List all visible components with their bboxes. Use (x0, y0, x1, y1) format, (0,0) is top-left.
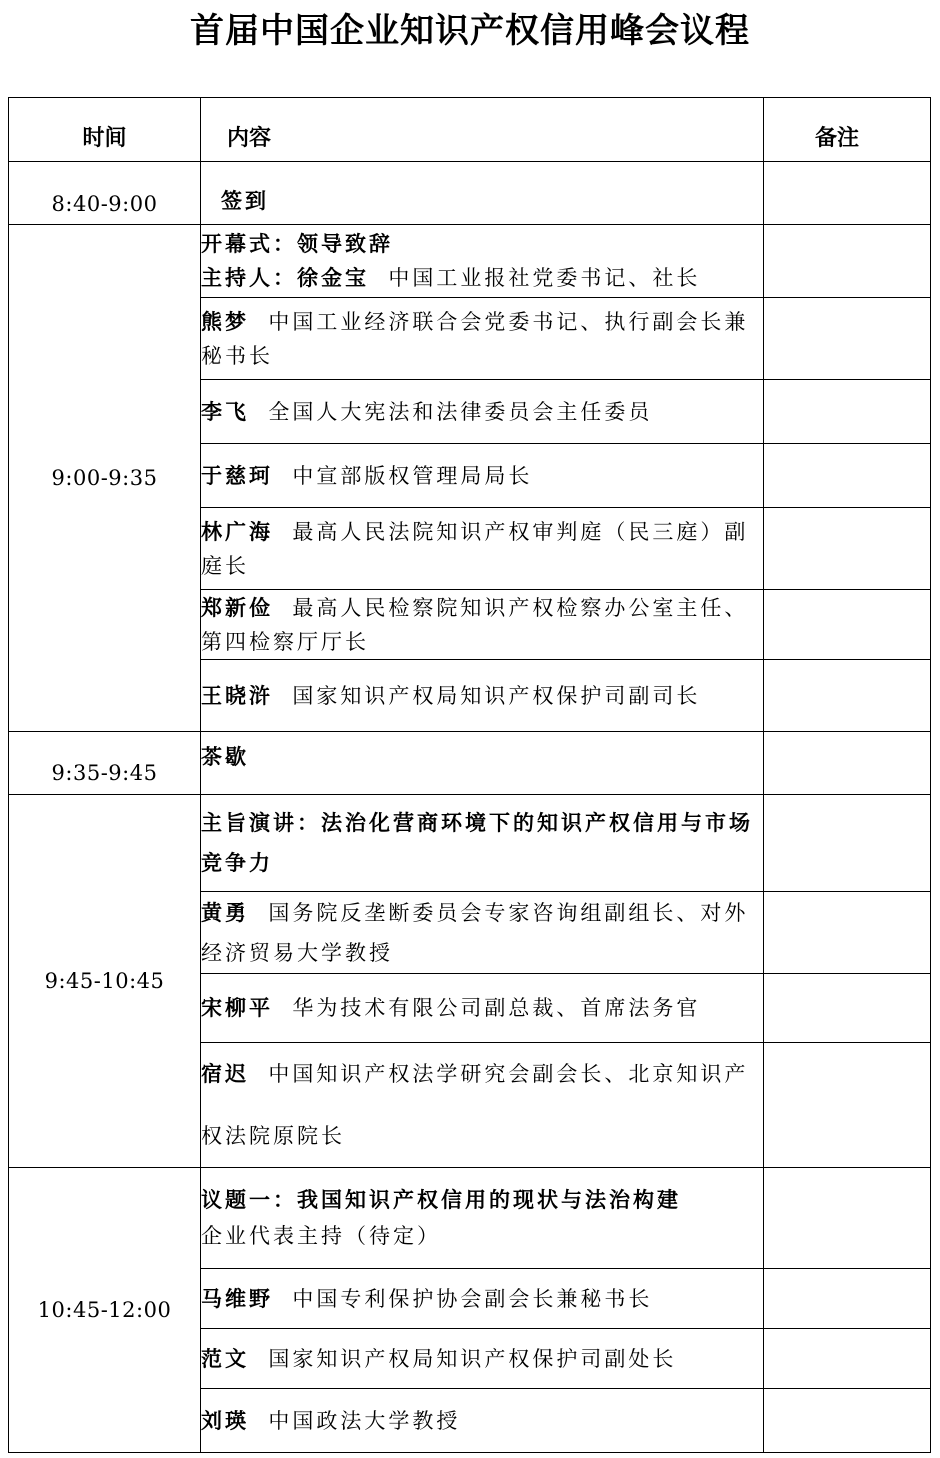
agenda-item: 黄勇 国务院反垄断委员会专家咨询组副组长、对外经济贸易大学教授 (201, 892, 764, 974)
header-note: 备注 (764, 98, 931, 162)
session-time: 8:40-9:00 (9, 162, 201, 225)
agenda-table (8, 97, 931, 1453)
agenda-item: 议题一：我国知识产权信用的现状与法治构建 企业代表主持（待定） (201, 1168, 764, 1269)
note-cell (764, 298, 931, 380)
session-time: 9:00-9:35 (9, 225, 201, 732)
table-row (9, 732, 931, 795)
session-time: 9:45-10:45 (9, 795, 201, 1168)
session-time: 10:45-12:00 (9, 1168, 201, 1453)
note-cell (764, 162, 931, 225)
note-cell (764, 1329, 931, 1389)
header-content: 内容 (201, 98, 764, 162)
agenda-item: 主旨演讲：法治化营商环境下的知识产权信用与市场竞争力 (201, 795, 764, 892)
note-cell (764, 1269, 931, 1329)
agenda-item: 开幕式：领导致辞 主持人：徐金宝 中国工业报社党委书记、社长 (201, 225, 764, 298)
session-time: 9:35-9:45 (9, 732, 201, 795)
agenda-item: 熊梦 中国工业经济联合会党委书记、执行副会长兼秘书长 (201, 298, 764, 380)
agenda-item: 于慈珂 中宣部版权管理局局长 (201, 444, 764, 508)
note-cell (764, 732, 931, 795)
agenda-item: 郑新俭 最高人民检察院知识产权检察办公室主任、第四检察厅厅长 (201, 590, 764, 660)
page-title: 首届中国企业知识产权信用峰会议程 (190, 11, 750, 51)
note-cell (764, 892, 931, 974)
note-cell (764, 444, 931, 508)
agenda-item: 宋柳平 华为技术有限公司副总裁、首席法务官 (201, 974, 764, 1043)
note-cell (764, 795, 931, 892)
note-cell (764, 1168, 931, 1269)
note-cell (764, 225, 931, 298)
note-cell (764, 508, 931, 590)
agenda-item: 茶歇 (201, 732, 764, 795)
table-row (9, 795, 931, 892)
note-cell (764, 1043, 931, 1168)
agenda-item: 林广海 最高人民法院知识产权审判庭（民三庭）副庭长 (201, 508, 764, 590)
note-cell (764, 974, 931, 1043)
agenda-item: 王晓浒 国家知识产权局知识产权保护司副司长 (201, 660, 764, 732)
note-cell (764, 380, 931, 444)
agenda-item: 范文 国家知识产权局知识产权保护司副处长 (201, 1329, 764, 1389)
note-cell (764, 660, 931, 732)
note-cell (764, 1389, 931, 1453)
agenda-item: 李飞 全国人大宪法和法律委员会主任委员 (201, 380, 764, 444)
agenda-item: 签到 (201, 162, 764, 225)
header-time: 时间 (9, 98, 201, 162)
table-row (9, 225, 931, 298)
table-row (9, 162, 931, 225)
agenda-item: 马维野 中国专利保护协会副会长兼秘书长 (201, 1269, 764, 1329)
note-cell (764, 590, 931, 660)
table-header-row (9, 98, 931, 162)
table-row (9, 1168, 931, 1269)
agenda-item: 刘瑛 中国政法大学教授 (201, 1389, 764, 1453)
agenda-item: 宿迟 中国知识产权法学研究会副会长、北京知识产权法院原院长 (201, 1043, 764, 1168)
